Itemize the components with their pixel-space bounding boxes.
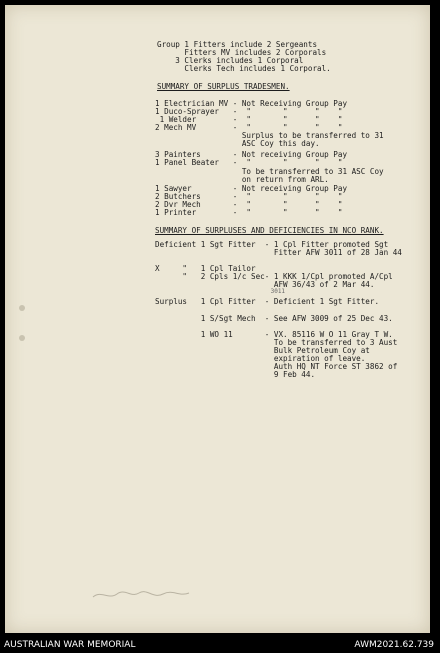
tradesman-line: 1 Electrician MV - Not Receiving Group Pay: [155, 99, 348, 108]
document-page: [5, 5, 430, 633]
group-line: Group 1 Fitters include 2 Sergeants: [157, 40, 318, 49]
nco-line: 1 S/Sgt Mech - See AFW 3009 of 25 Dec 43.: [155, 314, 393, 323]
surplus-tradesmen-heading: SUMMARY OF SURPLUS TRADESMEN.: [157, 82, 290, 91]
tradesman-line: 2 Butchers - " " " ": [155, 192, 343, 201]
nco-heading: SUMMARY OF SURPLUSES AND DEFICIENCIES IN NCO RANK.: [155, 226, 384, 235]
nco-line: Fitter AFW 3011 of 28 Jan 44: [155, 248, 402, 257]
tradesman-line: 2 Dvr Mech - " " " ": [155, 200, 343, 209]
nco-line: Auth HQ NT Force ST 3862 of: [155, 362, 398, 371]
nco-line: " 2 Cpls 1/c Sec- 1 KKK 1/Cpl promoted A/Cpl: [155, 272, 393, 281]
tradesman-line: 1 Panel Beater - " " " ": [155, 158, 343, 167]
tradesman-line: To be transferred to 31 ASC Coy: [155, 167, 384, 176]
nco-line: Surplus 1 Cpl Fitter - Deficient 1 Sgt Fitter.: [155, 297, 380, 306]
nco-line: 9 Feb 44.: [155, 370, 316, 379]
footer-source: AUSTRALIAN WAR MEMORIAL: [4, 640, 136, 650]
nco-line: AFW 36/43 of 2 Mar 44.: [155, 280, 375, 289]
tradesman-line: 3 Painters - Not receiving Group Pay: [155, 150, 348, 159]
punch-hole: [19, 305, 25, 311]
group-line: Fitters MV includes 2 Corporals: [157, 48, 327, 57]
group-line: Clerks Tech includes 1 Corporal.: [157, 64, 331, 73]
footer-accession-number: AWM2021.62.739: [354, 640, 434, 650]
nco-line: expiration of leave.: [155, 354, 366, 363]
tradesman-line: ASC Coy this day.: [155, 139, 320, 148]
nco-line: Deficient 1 Sgt Fitter - 1 Cpl Fitter promoted Sgt: [155, 240, 389, 249]
nco-line-annotation: 3011: [155, 288, 286, 295]
nco-line: Bulk Petroleum Coy at: [155, 346, 370, 355]
nco-line: To be transferred to 3 Aust: [155, 338, 398, 347]
tradesman-line: on return from ARL.: [155, 175, 329, 184]
tradesman-line: Surplus to be transferred to 31: [155, 131, 384, 140]
punch-hole: [19, 335, 25, 341]
tradesman-line: 1 Printer - " " " ": [155, 208, 343, 217]
nco-line: 1 WO 11 - VX. 85116 W O 11 Gray T W.: [155, 330, 393, 339]
tradesman-line: 1 Sawyer - Not receiving Group Pay: [155, 184, 348, 193]
faint-signature: [91, 588, 191, 602]
tradesman-line: 1 Welder - " " " ": [155, 115, 343, 124]
group-line: 3 Clerks includes 1 Corporal: [157, 56, 304, 65]
tradesman-line: 1 Duco-Sprayer - " " " ": [155, 107, 343, 116]
footer-bar: [0, 636, 440, 653]
tradesman-line: 2 Mech MV - " " " ": [155, 123, 343, 132]
nco-line: X " 1 Cpl Tailor: [155, 264, 256, 273]
